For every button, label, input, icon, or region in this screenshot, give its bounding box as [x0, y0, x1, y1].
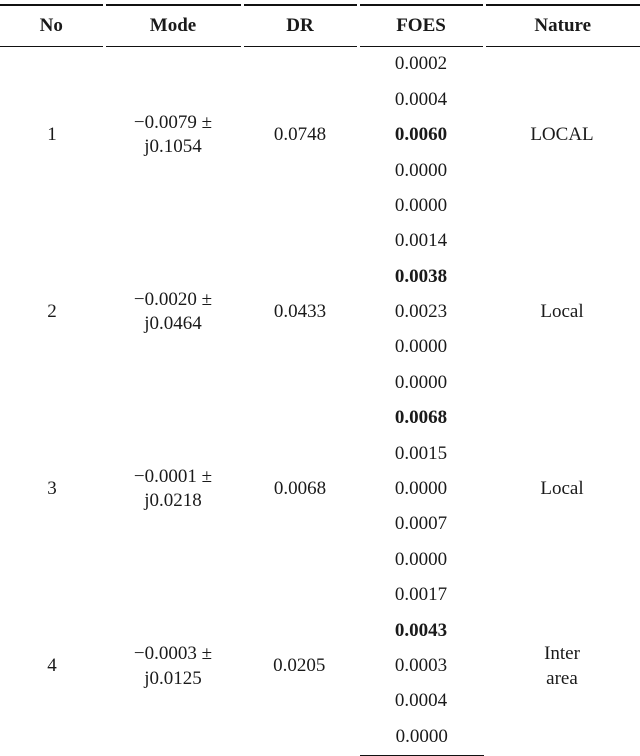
header-row	[0, 5, 640, 47]
cell-foes: 0.0007	[394, 513, 448, 535]
cell-foes: 0.0004	[394, 690, 448, 712]
cell-nature	[484, 224, 640, 401]
nature-label-line2: area	[546, 667, 578, 689]
mode-imag-part: j0.1054	[144, 136, 202, 158]
table-header	[0, 5, 640, 47]
cell-foes: 0.0023	[394, 301, 448, 323]
cell-nature	[484, 401, 640, 578]
mode-imag-part: j0.0125	[144, 667, 202, 689]
header-dr: DR	[242, 5, 358, 47]
cell-dr: 0.0205	[273, 655, 326, 677]
nature-label: Local	[540, 478, 584, 500]
cell-nature	[484, 578, 640, 755]
nature-label: Inter	[544, 642, 580, 664]
cell-foes: 0.0000	[394, 159, 448, 181]
cell-foes: 0.0000	[394, 336, 448, 358]
cell-foes: 0.0003	[394, 654, 448, 676]
table-row	[0, 578, 640, 613]
mode-real-part: −0.0001 ±	[133, 465, 213, 487]
cell-no: 4	[47, 655, 57, 677]
cell-no: 3	[47, 478, 57, 500]
cell-no: 1	[47, 124, 57, 146]
cell-nature	[484, 47, 640, 224]
foes-results-table	[0, 4, 640, 756]
cell-foes: 0.0068	[394, 407, 448, 429]
cell-foes: 0.0004	[394, 88, 448, 110]
cell-foes: 0.0002	[394, 53, 448, 75]
cell-mode	[104, 401, 242, 578]
cell-foes: 0.0000	[358, 719, 484, 755]
table-row	[0, 224, 640, 259]
cell-foes: 0.0000	[394, 548, 448, 570]
nature-label: Local	[540, 301, 584, 323]
cell-mode	[104, 578, 242, 755]
header-mode: Mode	[104, 5, 242, 47]
cell-foes: 0.0014	[394, 230, 448, 252]
cell-foes: 0.0000	[394, 371, 448, 393]
cell-dr: 0.0433	[273, 301, 327, 323]
mode-real-part: −0.0020 ±	[133, 288, 213, 310]
cell-no: 2	[47, 301, 57, 323]
table-body	[0, 47, 640, 756]
header-foes: FOES	[358, 5, 484, 47]
nature-label: LOCAL	[530, 124, 594, 146]
cell-foes: 0.0000	[394, 194, 448, 216]
cell-foes: 0.0038	[394, 265, 448, 287]
cell-foes: 0.0000	[394, 478, 448, 500]
header-no: No	[0, 5, 104, 47]
mode-real-part: −0.0003 ±	[133, 642, 213, 664]
table-row	[0, 47, 640, 83]
table-row	[0, 401, 640, 436]
mode-imag-part: j0.0464	[144, 313, 202, 335]
cell-foes: 0.0060	[394, 124, 448, 146]
header-nature: Nature	[484, 5, 640, 47]
cell-foes: 0.0043	[394, 619, 448, 641]
cell-mode	[104, 47, 242, 224]
cell-dr: 0.0748	[273, 124, 327, 146]
cell-foes: 0.0017	[394, 584, 448, 606]
mode-imag-part: j0.0218	[144, 490, 202, 512]
cell-mode	[104, 224, 242, 401]
mode-real-part: −0.0079 ±	[133, 111, 213, 133]
cell-foes: 0.0015	[394, 442, 448, 464]
cell-dr: 0.0068	[273, 478, 327, 500]
